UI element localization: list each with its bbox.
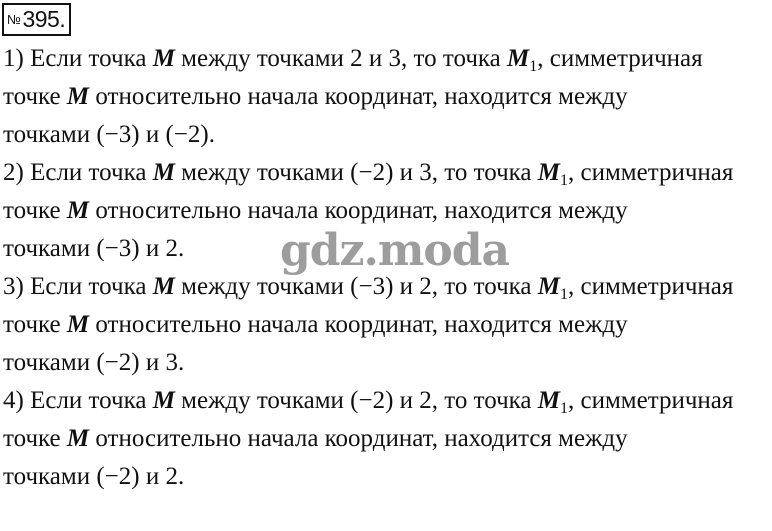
variable-m1 (537, 273, 569, 303)
watermark-logo: gdz.moda (280, 225, 510, 276)
item-1-line-2 (3, 78, 769, 116)
text-fragment: относительно начала координат, находится между (89, 83, 628, 110)
text-fragment: , симметричная (537, 45, 703, 72)
variable-m: M (66, 197, 90, 224)
item-1-line-3: точками (−3) и (−2). (3, 121, 215, 148)
text-fragment: , симметричная (568, 273, 734, 300)
item-4-line-2 (3, 420, 769, 458)
variable-letter: M (537, 159, 561, 186)
variable-m: M (66, 311, 90, 338)
solution-text (3, 40, 769, 496)
variable-m: M (66, 83, 90, 110)
variable-letter: M (537, 387, 561, 414)
variable-m1 (537, 159, 569, 189)
text-fragment: между точками (−2) и 2, то точка (174, 387, 538, 414)
item-1-line-1 (3, 40, 769, 78)
variable-m: M (152, 273, 175, 300)
text-fragment: между точками 2 и 3, то точка (174, 45, 508, 72)
variable-m: M (152, 387, 175, 414)
item-2-line-2 (3, 192, 769, 230)
problem-number-value: 395. (22, 6, 66, 32)
number-sign: № (7, 12, 21, 27)
subscript: 1 (560, 400, 569, 417)
text-fragment: , симметричная (568, 387, 734, 414)
text-fragment: , симметричная (568, 159, 734, 186)
problem-number (2, 3, 71, 36)
subscript: 1 (529, 58, 538, 75)
item-4-line-1 (3, 382, 769, 420)
variable-letter: M (537, 273, 561, 300)
text-fragment: между точками (−2) и 3, то точка (174, 159, 538, 186)
text-fragment: точке (3, 83, 67, 110)
item-3-line-2 (3, 306, 769, 344)
text-fragment: 2) Если точка (3, 159, 153, 186)
item-3-line-1 (3, 268, 769, 306)
subscript: 1 (560, 286, 569, 303)
variable-m: M (152, 45, 175, 72)
item-3-line-3: точками (−2) и 3. (3, 349, 185, 376)
item-4-line-3: точками (−2) и 2. (3, 463, 185, 490)
text-fragment: 4) Если точка (3, 387, 153, 414)
text-fragment: точке (3, 311, 67, 338)
variable-m: M (66, 425, 90, 452)
text-fragment: между точками (−3) и 2, то точка (174, 273, 538, 300)
text-fragment: 1) Если точка (3, 45, 153, 72)
item-2-line-3: точками (−3) и 2. (3, 235, 185, 262)
variable-m: M (152, 159, 175, 186)
subscript: 1 (560, 172, 569, 189)
text-fragment: 3) Если точка (3, 273, 153, 300)
variable-m1 (507, 45, 538, 75)
item-2-line-1 (3, 154, 769, 192)
text-fragment: относительно начала координат, находится между (89, 197, 628, 224)
text-fragment: точке (3, 197, 67, 224)
text-fragment: точке (3, 425, 67, 452)
variable-letter: M (507, 45, 530, 72)
variable-m1 (537, 387, 569, 417)
text-fragment: относительно начала координат, находится между (89, 311, 628, 338)
text-fragment: относительно начала координат, находится между (89, 425, 628, 452)
